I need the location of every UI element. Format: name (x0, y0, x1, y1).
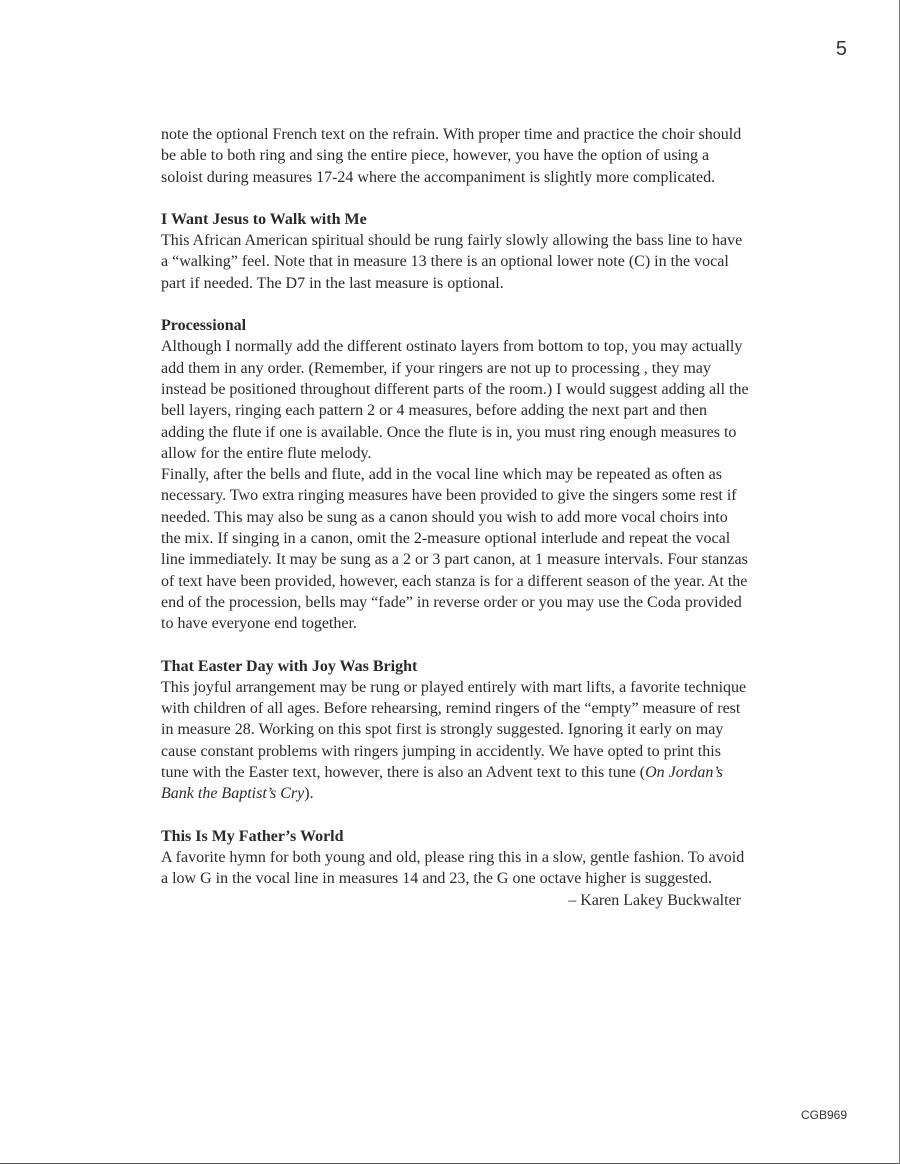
section-body: A favorite hymn for both young and old, please ring this in a slow, gentle fashion. To avoid a low G in the vocal line in measures 14 and 23, the G one octave higher is suggested. (161, 848, 745, 888)
section-body (161, 677, 751, 805)
section-body: Although I normally add the different ostinato layers from bottom to top, you may actually add them in any order. (Remember, if your ringers are not up to processing , they may instead be positioned throughout different parts of the room.) I would suggest adding all the bell layers, ringing each pattern 2 or 4 measures, before adding the next part and then adding the flute if one is available. Once the flute is in, you must ring enough measures to allow for the entire flute melody. (161, 338, 749, 462)
section-fathers-world (161, 826, 751, 890)
section-body-continued: Finally, after the bells and flute, add in the vocal line which may be repeated as often as necessary. Two extra ringing measures have been provided to give the singers some rest if needed. This may also be sung as a canon should you wish to add more vocal choirs into the mix. If singing in a canon, omit the 2-measure optional interlude and repeat the vocal line immediately. It may be sung as a 2 or 3 part canon, at 1 measure intervals. Four stanzas of text have been provided, however, each stanza is for a different season of the year. At the end of the procession, bells may “fade” in reverse order or you may use the Coda provided to have everyone end together. (161, 466, 748, 633)
document-body (161, 124, 751, 911)
author-signature: – Karen Lakey Buckwalter (568, 891, 741, 909)
section-heading: I Want Jesus to Walk with Me (161, 210, 367, 228)
section-heading: That Easter Day with Joy Was Bright (161, 657, 418, 675)
section-body-text: This joyful arrangement may be rung or played entirely with mart lifts, a favorite technique with children of all ages. Before rehearsing, remind ringers of the “empty” measure of rest in measure 28. Working on this spot first is strongly suggested. Ignoring it early on may cause constant problems with ringers jumping in accidently. We have opted to print this tune with the Easter text, however, there is also an Advent text to this tune ( (161, 678, 747, 782)
section-easter-day (161, 656, 751, 805)
section-body-end: ). (304, 785, 314, 803)
section-i-want-jesus (161, 209, 751, 294)
hymn-title-italic: On Jordan’s Bank the Baptist’s Cry (161, 764, 723, 803)
section-heading: This Is My Father’s World (161, 827, 344, 845)
catalog-code: CGB969 (800, 1108, 847, 1122)
section-body: This African American spiritual should be rung fairly slowly allowing the bass line to have a “walking” feel. Note that in measure 13 there is an optional lower note (C) in the vocal part if needed. The D7 in the last measure is optional. (161, 232, 743, 292)
intro-paragraph: note the optional French text on the refrain. With proper time and practice the choir should be able to both ring and sing the entire piece, however, you have the option of using a soloist during measures 17-24 where the accompaniment is slightly more complicated. (161, 126, 742, 186)
section-heading: Processional (161, 317, 247, 335)
page-number: 5 (835, 38, 847, 60)
section-processional (161, 315, 751, 634)
